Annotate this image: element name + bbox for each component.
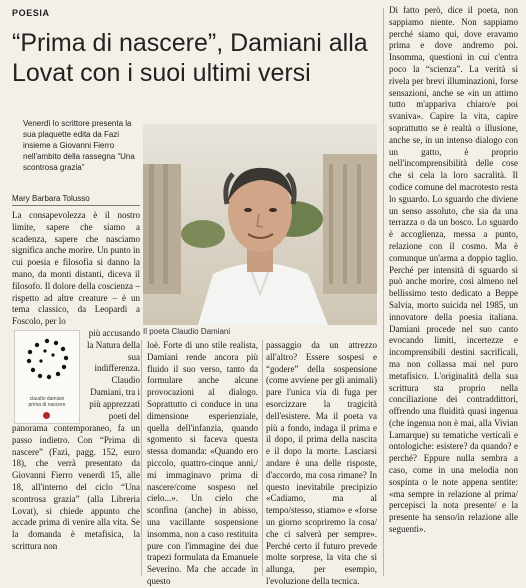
col2-text: loè. Forte di uno stile realista, Damiani rende ancora più fluido il suo verso, tanto da formulare anche alcune provocazioni al dialogo. Soprattutto ci conduce in una dimensione esperienziale, quella dell'infanzia, quando sgomento si faceva questa stessa domanda: «Quando ero piccolo, quattro-cinque anni,/ mi immaginavo prima di nascere/come sospeso nel cielo...». Un cielo che sconfina (anche) in abisso, una vacillante sospensione insomma, non a caso restituita pure con l'immagine dei due trapezi formulata da Emanuele Severino. Ma che accade in questo [147,340,258,586]
column-divider [262,340,263,576]
column-divider [383,8,384,576]
publisher-logo-icon [43,412,50,419]
author-photo [143,124,377,325]
book-cover-author: claudio damiani [29,396,65,402]
col4-text: Di fatto però, dice il poeta, non sappiamo niente. Non sappiamo perché siamo qui, dove eravamo prima e dove andremo poi. Insomma, questioni in cui c'entra poco la “scienza”. La verità si rivela per brevi illuminazioni, forse sensazioni, anche se «in un attimo tutto m'appariva chiaro/e poi svaniva». Capire la vita, capire soprattutto se è realtà o illusione, anche se, in un intenso dialogo con un gatto, è proprio nell'incomprensibilità delle cose che si cela la loro sacralità. Il codice comune del macrotesto resta lo sguardo. Lo sguardo che diviene un senso assoluto, che sia da una terrazza o da un bosco. Lo sguardo è accoglienza, messa a punto, relazione con il cosmo. Ma è comunque un'arma a doppio taglio. Perché per intensità di sguardo si può anche morire, così almeno nel bellissimo testo dedicato a Beppe Salvia, morto suicida nel 1985, un innovatore della poesia italiana. Damiani procede nel suo canto evocando limiti, incertezze e incomprensibili destini sacrificali, ma non collassa mai nel puro metafisico. L'originalità della sua scrittura sta proprio nella conciliazione dei contraddittori, offrendo una fluidità quasi ingenua (che ingenua non è mai, alla Vivian Lamarque) su tematiche verticali e ontologiche: esistere? da quando? e perché? Eppure nulla sembra a caso, come in una melodia non sospinta o le note appena sentite: «ma sempre in relazione al prima/ percepisci la nota presente/ e la presente ha senso/in relazione alle seguenti». [389,5,518,535]
section-label: POESIA [12,8,50,18]
photo-caption: Il poeta Claudio Damiani [143,327,231,336]
col1-side-text: più accusando la Natura della sua indifferenza. Claudio Damiani, tra i più apprezzati poeti del [87,328,140,421]
col1-bottom-text: panorama contemporaneo, fa un passo indietro. Con “Prima di nascere” (Fazi, pagg. 152, euro 18), che verrà presentato da Giovanni Fierro venerdì 15, alle 18, all'interno del ciclo “Una scontrosa grazia” (alla Libreria Lovat), si chiede appunto che accade prima di venire alla vita. Se la domanda è metafisica, la scrittura non [12,423,140,551]
dots-ring-icon [15,331,79,391]
col3-text: passaggio da un attrezzo all'altro? Essere sospesi e “godere” della sospensione (come avviene per gli animali) pare l'unica via di fuga per esorcizzare la tragicità dell'esistere. Ma il poeta va più a fondo, indaga il prima e il dopo, il prima della nascita e il dopo la morte. Lasciarsi andare è una delle risposte, d'accordo, ma cosa rimane? In questo inevitabile precipizio «Cadiamo, ma al tempo/stesso, stiamo» e «forse un giorno scopriremo la cosa/ che ci salverà per sempre». Perché certo il futuro prevede molte sorprese, la vita che si allunga, per esempio, l'evoluzione della tecnica. [266,340,377,586]
portrait-image [143,124,377,325]
column-divider [141,340,142,576]
headline: “Prima di nascere”, Damiani alla Lovat con i suoi ultimi versi [12,29,368,87]
col1-top-text: La consapevolezza è il nostro limite, sapere che siamo a scadenza, sapere che nasciamo significa anche morire. Un punto in cui poesia e filosofia si danno la mano, da monti distanti, diceva il filosofo. Il dolore della coscienza – rispetto ad altre creature – è un tema classico, da Leopardi a Foscolo, per lo [12,210,140,327]
summary: Venerdì lo scrittore presenta la sua plaquette edita da Fazi insieme a Giovanni Fierro nell'ambito della rassegna “Una scontrosa grazia” [23,119,135,172]
byline: Mary Barbara Tolusso [12,194,140,206]
book-cover [14,330,80,424]
book-cover-title: prima di nascere [28,402,66,408]
